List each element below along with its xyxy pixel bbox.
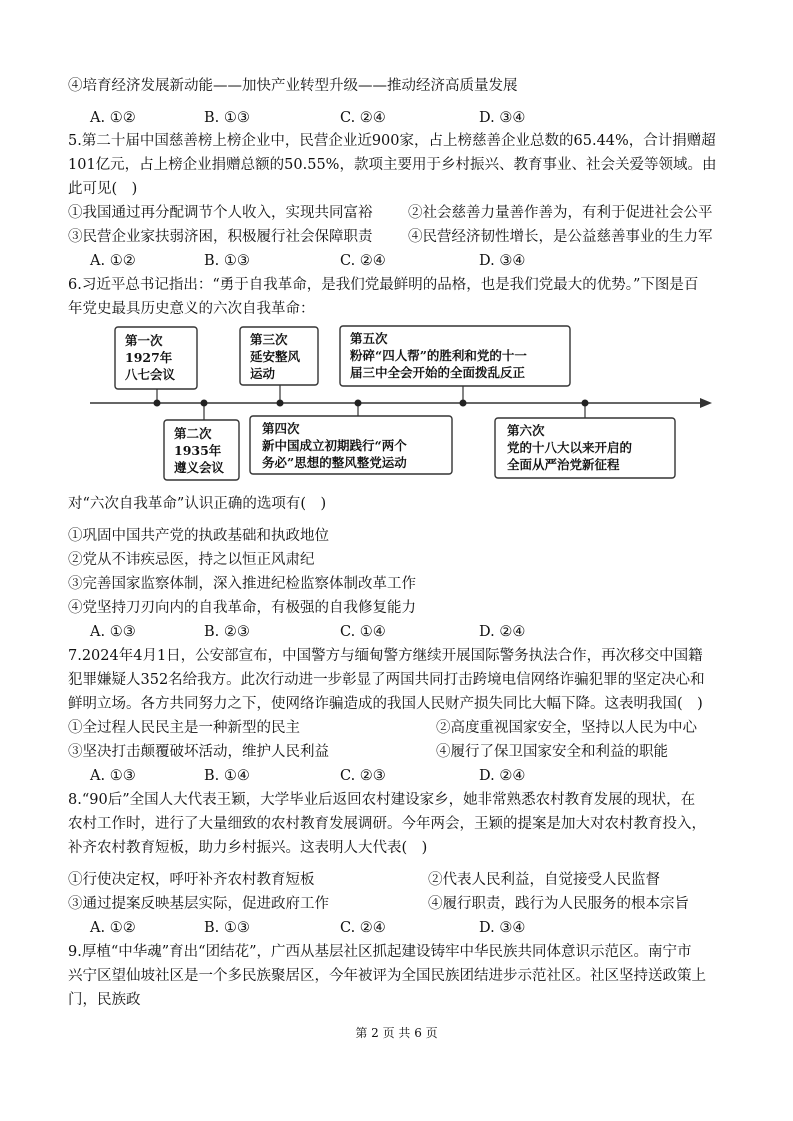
q9-stem-line-2: 兴宁区望仙坡社区是一个多民族聚居区，今年被评为全国民族团结进步示范社区。社区坚持送政策上	[68, 968, 706, 984]
timeline-event-4	[250, 400, 452, 475]
timeline-dot-5	[460, 400, 467, 407]
q5-stem-line-3: 此可见( )	[68, 181, 138, 197]
q8-option-a: A. ①②	[90, 920, 136, 936]
q8-stem-line-1: 8.“90后”全国人大代表王颖，大学毕业后返回农村建设家乡，她非常熟悉农村教育发展的现状，在	[68, 792, 696, 808]
q8-item-3: ③通过提案反映基层实际，促进政府工作	[68, 896, 329, 912]
q4-option-d: D. ③④	[479, 110, 526, 126]
self-revolution-timeline	[0, 322, 793, 492]
q5-stem-line-2: 101亿元，占上榜企业捐赠总额的50.55%，款项主要用于乡村振兴、教育事业、社会关爱等领域。由	[68, 157, 717, 173]
q6-stem-line-1: 6.习近平总书记指出：“勇于自我革命，是我们党最鲜明的品格，也是我们党最大的优势。”下图是百	[68, 277, 699, 293]
event-5-desc-2: 届三中全会开始的全面拨乱反正	[350, 365, 526, 380]
q5-item-4: ④民营经济韧性增长，是公益慈善事业的生力军	[408, 229, 713, 245]
event-1-label: 第一次	[125, 333, 163, 348]
event-2-label: 第二次	[174, 426, 212, 441]
event-4-desc-2: 务必”思想的整风整党运动	[262, 455, 407, 470]
q6-option-c: C. ①④	[340, 624, 386, 640]
q6-option-b: B. ②③	[204, 624, 250, 640]
timeline-event-5	[340, 326, 570, 407]
q6-item-1: ①巩固中国共产党的执政基础和执政地位	[68, 528, 329, 544]
timeline-dot-1	[154, 400, 161, 407]
event-6-desc-1: 党的十八大以来开启的	[507, 440, 633, 455]
page-footer: 第 2 页 共 6 页	[355, 1026, 438, 1040]
q6-stem-line-2: 年党史最具历史意义的六次自我革命：	[68, 301, 315, 317]
q6-item-4: ④党坚持刀刃向内的自我革命，有极强的自我修复能力	[68, 600, 416, 616]
q6-question: 对“六次自我革命”认识正确的选项有( )	[68, 496, 327, 512]
q6-item-3: ③完善国家监察体制，深入推进纪检监察体制改革工作	[68, 576, 416, 592]
q8-stem-line-2: 农村工作时，进行了大量细致的农村教育发展调研。今年两会，王颖的提案是加大对农村教育投入，	[68, 816, 706, 832]
q7-stem-line-3: 鲜明立场。各方共同努力之下，使网络诈骗造成的我国人民财产损失同比大幅下降。这表明我国( )	[68, 696, 703, 712]
event-2-year: 1935年	[174, 443, 222, 458]
q8-item-2: ②代表人民利益，自觉接受人民监督	[428, 872, 660, 888]
q5-option-a: A. ①②	[90, 253, 136, 269]
q4-option-a: A. ①②	[90, 110, 136, 126]
q4-option-c: C. ②④	[340, 110, 386, 126]
event-3-desc-2: 运动	[250, 366, 276, 381]
event-6-desc-2: 全面从严治党新征程	[507, 457, 620, 472]
q8-option-d: D. ③④	[479, 920, 526, 936]
q8-item-4: ④履行职责，践行为人民服务的根本宗旨	[428, 896, 689, 912]
q9-stem-line-1: 9.厚植“中华魂”育出“团结花”，广西从基层社区抓起建设铸牢中华民族共同体意识示范区。南宁市	[68, 944, 692, 960]
q5-stem-line-1: 5.第二十届中国慈善榜上榜企业中，民营企业近900家，占上榜慈善企业总数的65.44%，合计捐赠超	[68, 133, 716, 149]
timeline-event-2	[164, 400, 239, 481]
timeline-dot-6	[582, 400, 589, 407]
q8-option-b: B. ①③	[204, 920, 250, 936]
event-3-desc-1: 延安整风	[250, 349, 301, 364]
event-5-desc-1: 粉碎“四人帮”的胜利和党的十一	[350, 348, 527, 363]
q6-option-d: D. ②④	[479, 624, 526, 640]
q5-item-2: ②社会慈善力量善作善为，有利于促进社会公平	[408, 205, 713, 221]
timeline-dot-3	[277, 400, 284, 407]
timeline-event-1	[115, 327, 197, 407]
q8-stem-line-3: 补齐农村教育短板，助力乡村振兴。这表明人大代表( )	[68, 840, 428, 856]
q7-option-a: A. ①③	[90, 768, 136, 784]
timeline-dot-2	[201, 400, 208, 407]
q4-item-4: ④培育经济发展新动能——加快产业转型升级——推动经济高质量发展	[68, 78, 518, 94]
q7-option-b: B. ①④	[204, 768, 250, 784]
event-4-label: 第四次	[262, 421, 300, 436]
q7-item-2: ②高度重视国家安全，坚持以人民为中心	[436, 720, 697, 736]
q5-option-c: C. ②④	[340, 253, 386, 269]
q5-item-3: ③民营企业家扶弱济困，积极履行社会保障职责	[68, 229, 373, 245]
q6-item-2: ②党从不讳疾忌医，持之以恒正风肃纪	[68, 552, 315, 568]
timeline-event-6	[495, 400, 675, 479]
q9-stem-line-3: 门，民族政	[68, 992, 141, 1008]
event-1-desc: 八七会议	[125, 367, 176, 382]
q5-option-b: B. ①③	[204, 253, 250, 269]
q6-option-a: A. ①③	[90, 624, 136, 640]
event-4-desc-1: 新中国成立初期践行“两个	[262, 438, 407, 453]
q7-item-3: ③坚决打击颠覆破坏活动，维护人民利益	[68, 744, 329, 760]
event-3-label: 第三次	[250, 332, 288, 347]
q7-item-4: ④履行了保卫国家安全和利益的职能	[436, 744, 668, 760]
timeline-arrow-icon	[700, 398, 712, 408]
q7-stem-line-1: 7.2024年4月1日，公安部宣布，中国警方与缅甸警方继续开展国际警务执法合作，再次移交中国籍	[68, 648, 703, 664]
event-2-desc: 遵义会议	[174, 460, 225, 475]
event-1-year: 1927年	[125, 350, 173, 365]
q7-item-1: ①全过程人民民主是一种新型的民主	[68, 720, 300, 736]
q7-option-d: D. ②④	[479, 768, 526, 784]
timeline-event-3	[240, 327, 318, 407]
q4-option-b: B. ①③	[204, 110, 250, 126]
event-5-label: 第五次	[350, 331, 388, 346]
q7-stem-line-2: 犯罪嫌疑人352名给我方。此次行动进一步彰显了两国共同打击跨境电信网络诈骗犯罪的坚定决心和	[68, 672, 705, 688]
event-6-label: 第六次	[507, 423, 545, 438]
q7-option-c: C. ②③	[340, 768, 386, 784]
q8-option-c: C. ②④	[340, 920, 386, 936]
timeline-dot-4	[355, 400, 362, 407]
q8-item-1: ①行使决定权，呼吁补齐农村教育短板	[68, 872, 315, 888]
q5-item-1: ①我国通过再分配调节个人收入，实现共同富裕	[68, 205, 373, 221]
q5-option-d: D. ③④	[479, 253, 526, 269]
